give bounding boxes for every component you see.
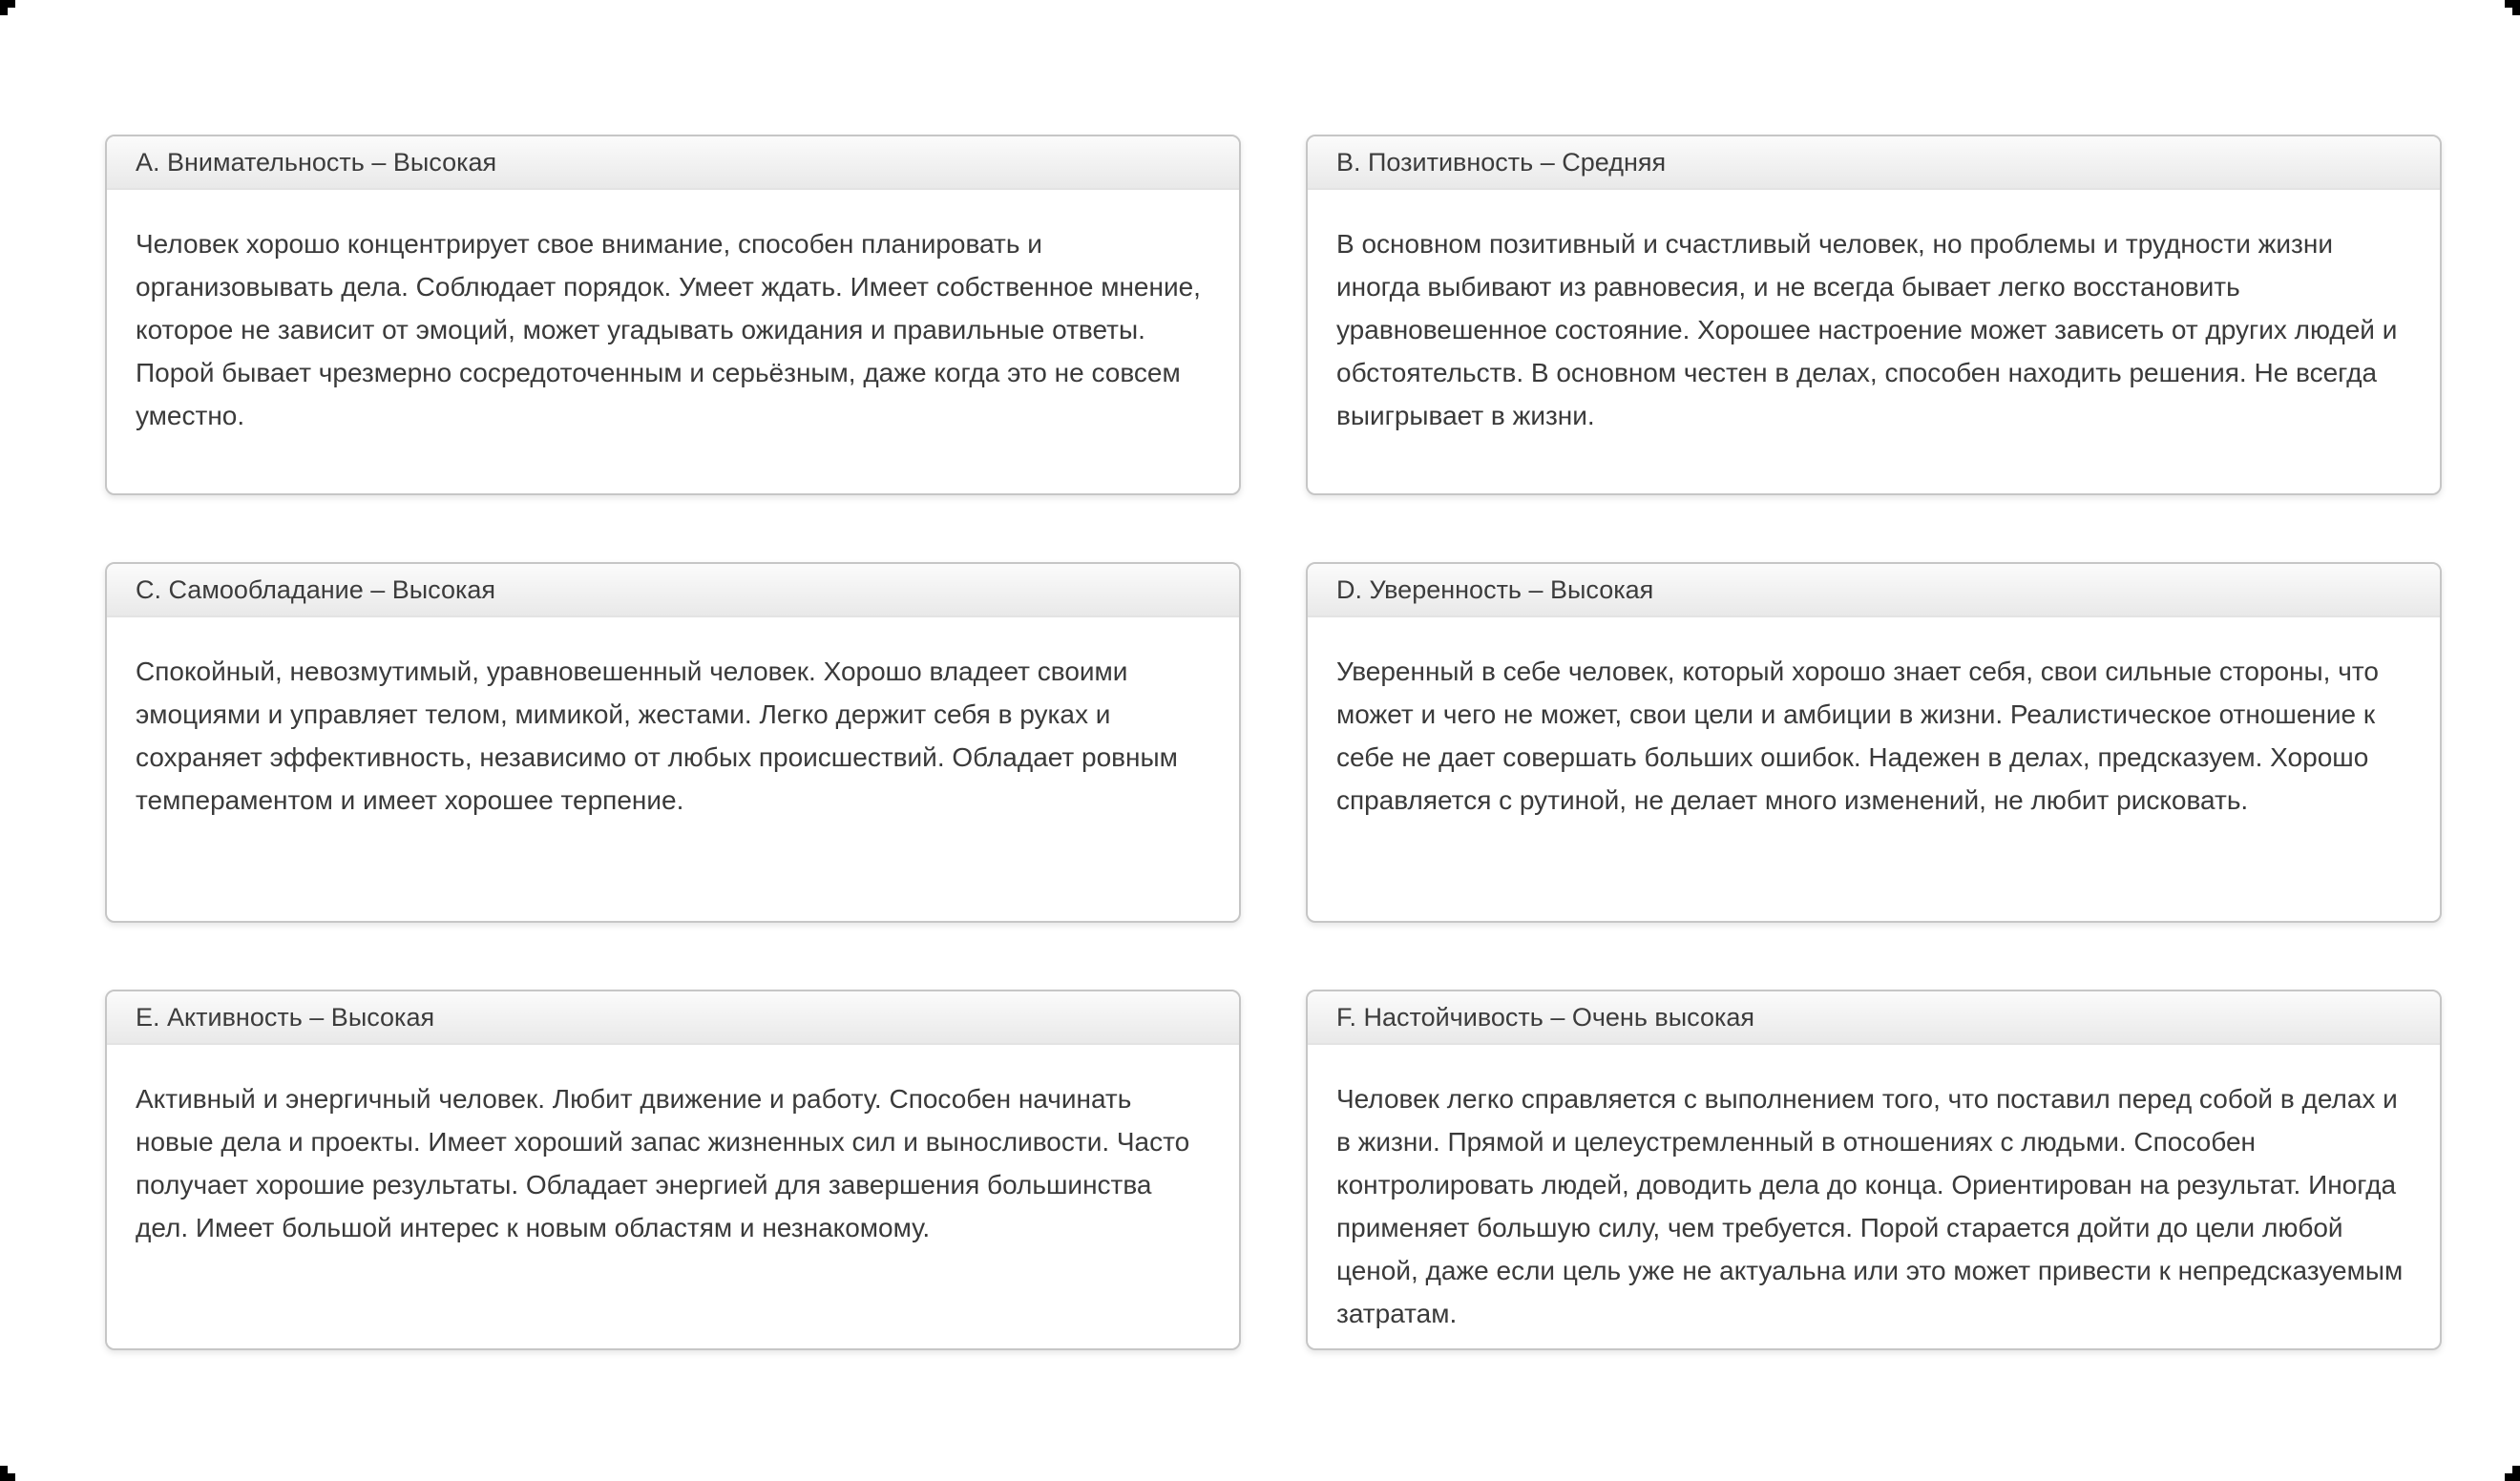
trait-card-attentiveness-body (107, 190, 1239, 437)
trait-card-attentiveness (105, 135, 1241, 495)
trait-card-activity-body (107, 1045, 1239, 1249)
trait-card-confidence-body (1308, 617, 2440, 822)
trait-card-confidence-title: D. Уверенность – Высокая (1336, 574, 1654, 604)
trait-card-positivity (1306, 135, 2442, 495)
trait-card-positivity-title: B. Позитивность – Средняя (1336, 147, 1667, 177)
trait-card-confidence-text: Уверенный в себе человек, который хорошо знает себя, свои сильные стороны, что может и чего не может, свои цели и амбиции в жизни. Реалистическое отношение к себе не дает совершать больших ошибок. Надежен в делах, предсказуем. Хорошо справляется с рутиной, не делает много изменений, не любит рисковать. (1336, 657, 2379, 815)
trait-card-persistence-header (1308, 991, 2440, 1045)
crop-mark-bottom-right-icon (2505, 1466, 2520, 1481)
trait-cards-grid (105, 135, 2442, 1350)
trait-card-confidence-header (1308, 564, 2440, 617)
trait-card-persistence-text: Человек легко справляется с выполнением того, что поставил перед собой в делах и в жизни. Прямой и целеустремленный в отношениях с людьми. Способен контролировать людей, доводить дела до конца. Ориентирован на результат. Иногда применяет большую силу, чем требуется. Порой старается дойти до цели любой ценой, даже если цель уже не актуальна или это может привести к непредсказуемым затратам. (1336, 1084, 2404, 1328)
trait-card-attentiveness-text: Человек хорошо концентрирует свое внимание, способен планировать и организовывать дела. Соблюдает порядок. Умеет ждать. Имеет собственное мнение, которое не зависит от эмоций, может угадывать ожидания и правильные ответы. Порой бывает чрезмерно сосредоточенным и серьёзным, даже когда это не совсем уместно. (136, 229, 1201, 430)
crop-mark-top-right-icon (2505, 0, 2520, 15)
trait-card-attentiveness-title: A. Внимательность – Высокая (136, 147, 497, 177)
trait-card-activity (105, 990, 1241, 1350)
trait-card-self-control-text: Спокойный, невозмутимый, уравновешенный человек. Хорошо владеет своими эмоциями и управляет телом, мимикой, жестами. Легко держит себя в руках и сохраняет эффективность, независимо от любых происшествий. Обладает ровным темпераментом и имеет хорошее терпение. (136, 657, 1178, 815)
trait-card-positivity-body (1308, 190, 2440, 437)
trait-card-self-control-body (107, 617, 1239, 822)
trait-card-persistence-body (1308, 1045, 2440, 1335)
trait-card-self-control-header (107, 564, 1239, 617)
trait-card-activity-header (107, 991, 1239, 1045)
trait-card-positivity-text: В основном позитивный и счастливый человек, но проблемы и трудности жизни иногда выбивают из равновесия, и не всегда бывает легко восстановить уравновешенное состояние. Хорошее настроение может зависеть от других людей и обстоятельств. В основном честен в делах, способен находить решения. Не всегда выигрывает в жизни. (1336, 229, 2398, 430)
trait-card-activity-title: E. Активность – Высокая (136, 1002, 435, 1032)
crop-mark-top-left-icon (0, 0, 15, 15)
trait-card-persistence-title: F. Настойчивость – Очень высокая (1336, 1002, 1755, 1032)
trait-card-attentiveness-header (107, 136, 1239, 190)
trait-card-self-control-title: C. Самообладание – Высокая (136, 574, 496, 604)
trait-card-self-control (105, 562, 1241, 923)
trait-card-activity-text: Активный и энергичный человек. Любит движение и работу. Способен начинать новые дела и проекты. Имеет хороший запас жизненных сил и выносливости. Часто получает хорошие результаты. Обладает энергией для завершения большинства дел. Имеет большой интерес к новым областям и незнакомому. (136, 1084, 1190, 1242)
trait-card-persistence (1306, 990, 2442, 1350)
trait-card-positivity-header (1308, 136, 2440, 190)
trait-card-confidence (1306, 562, 2442, 923)
crop-mark-bottom-left-icon (0, 1466, 15, 1481)
